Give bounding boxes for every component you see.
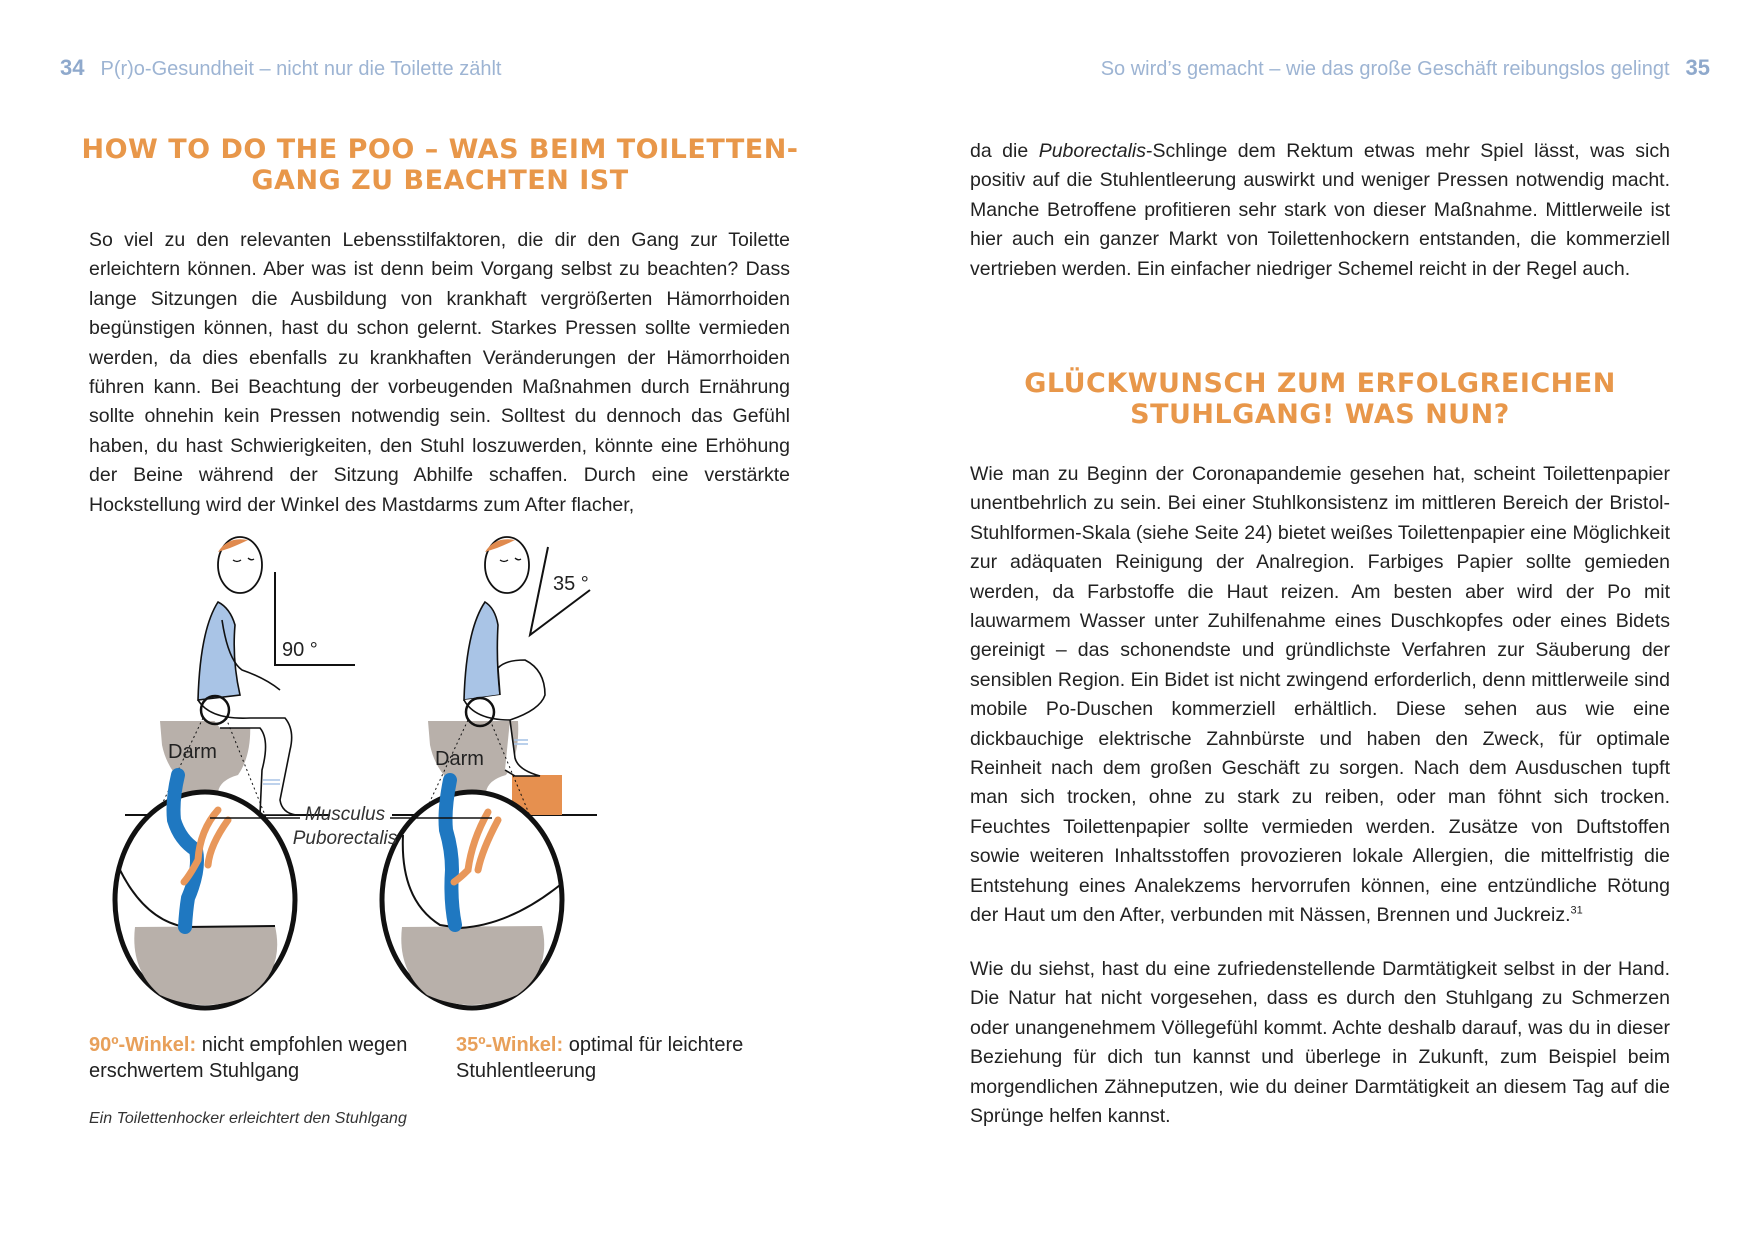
- running-head-left: [60, 55, 501, 81]
- figure-35-degree: [382, 537, 597, 1008]
- footnote-marker[interactable]: 31: [1570, 904, 1583, 917]
- caption-35-text: optimal für leichtere Stuhlentleerung: [456, 1034, 744, 1082]
- caption-35-degree: [456, 1032, 806, 1084]
- running-head-left-text: P(r)o-Gesundheit – nicht nur die Toilette zählt: [100, 58, 502, 80]
- p2-text: Wie man zu Beginn der Coronapandemie gesehen hat, scheint Toilettenpapier unentbehrlich zu sein. Bei einer Stuhlkonsistenz im mittleren Bereich der Bristol-Stuhlformen-Skala (siehe Seite 24) bietet weißes Toilettenpapier eine Möglichkeit zur adäquaten Reinigung der Analregion. Farbiges Papier sollte gemieden werden, da Farbstoffe die Haut reizen. Am besten aber wird der Po mit lauwarmem Wasser unter Zuhilfenahme eines Duschkopfes oder eines Bidets gereinigt – das schonendste und gründlichste Verfahren zur Säuberung der sensiblen Region. Ein Bidet ist nicht zwingend erforderlich, denn mittlerweile sind mobile Po-Duschen kommerziell erhältlich. Diese sehen aus wie eine dickbauchige elektrische Zahnbürste und haben den Zweck, für optimale Reinheit nach dem großen Geschäft zu sorgen. Nach dem Ausduschen tupft man sich trocken, ohne zu stark zu reiben, oder man föhnt sich trocken. Feuchtes Toilettenpapier sollte vermieden werden. Zusätze von Duftstoffen sowie weiteren Inhaltsstoffen provozieren lokale Allergien, die mittelfristig die Entstehung eines Analekzems hervorrufen können, eine entzündliche Rötung der Haut um den After, verbunden mit Nässen, Brennen und Juckreiz.: [970, 463, 1670, 927]
- muscle-label-line2: Puborectalis: [292, 828, 398, 849]
- toilet-posture-illustration: [100, 530, 780, 1030]
- p1-italic-term: Puborectalis: [1038, 140, 1147, 162]
- caption-90-degree: [89, 1032, 439, 1084]
- intestine-right: [446, 780, 456, 925]
- muscle-label-line1: Musculus: [304, 804, 386, 825]
- organ-label-right: Darm: [435, 748, 484, 770]
- caption-90-text: nicht empfohlen wegen erschwertem Stuhlgang: [89, 1034, 408, 1082]
- figure-90-degree: [115, 537, 355, 1008]
- page-number-right: 35: [1685, 55, 1710, 80]
- left-paragraph: So viel zu den relevanten Lebensstilfaktoren, die dir den Gang zur Toilette erleichtern können. Aber was ist denn beim Vorgang selbst zu beachten? Dass lange Sitzungen die Ausbildung von krankhaft vergrößerten Hämorrhoiden begünstigen können, hast du schon gelernt. Starkes Pressen sollte vermieden werden, da dies ebenfalls zu krankhaften Veränderungen der Hämorrhoiden führen kann. Bei Beachtung der vorbeugenden Maßnahmen durch Ernährung sollte ohnehin kein Pressen notwendig sein. Solltest du dennoch das Gefühl haben, du hast Schwierigkeiten, den Stuhl loszuwerden, könnte eine Erhöhung der Beine während der Sitzung Abhilfe schaffen. Durch eine verstärkte Hockstellung wird der Winkel des Mastdarms zum After flacher,: [89, 229, 790, 516]
- running-head-right-text: So wird’s gemacht – wie das große Geschäft reibungslos gelingt: [1100, 58, 1670, 80]
- p1-before: da die: [970, 140, 1039, 162]
- running-head-right: [1101, 55, 1710, 81]
- page-number-left: 34: [60, 55, 85, 80]
- shirt-left: [198, 602, 240, 700]
- right-paragraph-3: Wie du siehst, hast du eine zufriedenstellende Darmtätigkeit selbst in der Hand. Die Natur hat nicht vorgesehen, dass es durch den Stuhlgang zu Schmerzen oder unangenehmem Völlegefühl kommt. Achte deshalb darauf, was du in dieser Beziehung für dich tun kannst und überlege in Zukunft, zum Beispiel beim morgendlichen Zähneputzen, wie du deiner Darmtätigkeit an diesem Tag auf die Sprünge helfen kannst.: [970, 958, 1670, 1128]
- figure-caption: Ein Toilettenhocker erleichtert den Stuhlgang: [89, 1110, 407, 1127]
- section-title-how-to: HOW TO DO THE POO – WAS BEIM TOILETTEN-GANG ZU BEACHTEN IST: [81, 134, 799, 196]
- angle-label-90: 90 °: [282, 639, 318, 661]
- shirt-right: [464, 602, 500, 700]
- right-paragraph-2: [970, 460, 1670, 931]
- right-page: [874, 0, 1748, 1240]
- caption-90-lead: 90º-Winkel:: [89, 1034, 197, 1056]
- angle-label-35: 35 °: [553, 573, 589, 595]
- organ-label-left: Darm: [168, 741, 217, 763]
- caption-35-lead: 35º-Winkel:: [456, 1034, 564, 1056]
- p1-after: -Schlinge dem Rektum etwas mehr Spiel lässt, was sich positiv auf die Stuhlentleerung auswirkt und weniger Pressen notwendig macht. Manche Betroffene profitieren sehr stark von dieser Maßnahme. Mittlerweile ist hier auch ein ganzer Markt von Toilettenhockern entstanden, die kommerziell vertrieben werden. Ein einfacher niedriger Schemel reicht in der Regel auch.: [970, 140, 1670, 280]
- right-paragraph-1: [970, 137, 1670, 284]
- section-title-congrats: GLÜCKWUNSCH ZUM ERFOLGREICHEN STUHLGANG! WAS NUN?: [1024, 368, 1616, 430]
